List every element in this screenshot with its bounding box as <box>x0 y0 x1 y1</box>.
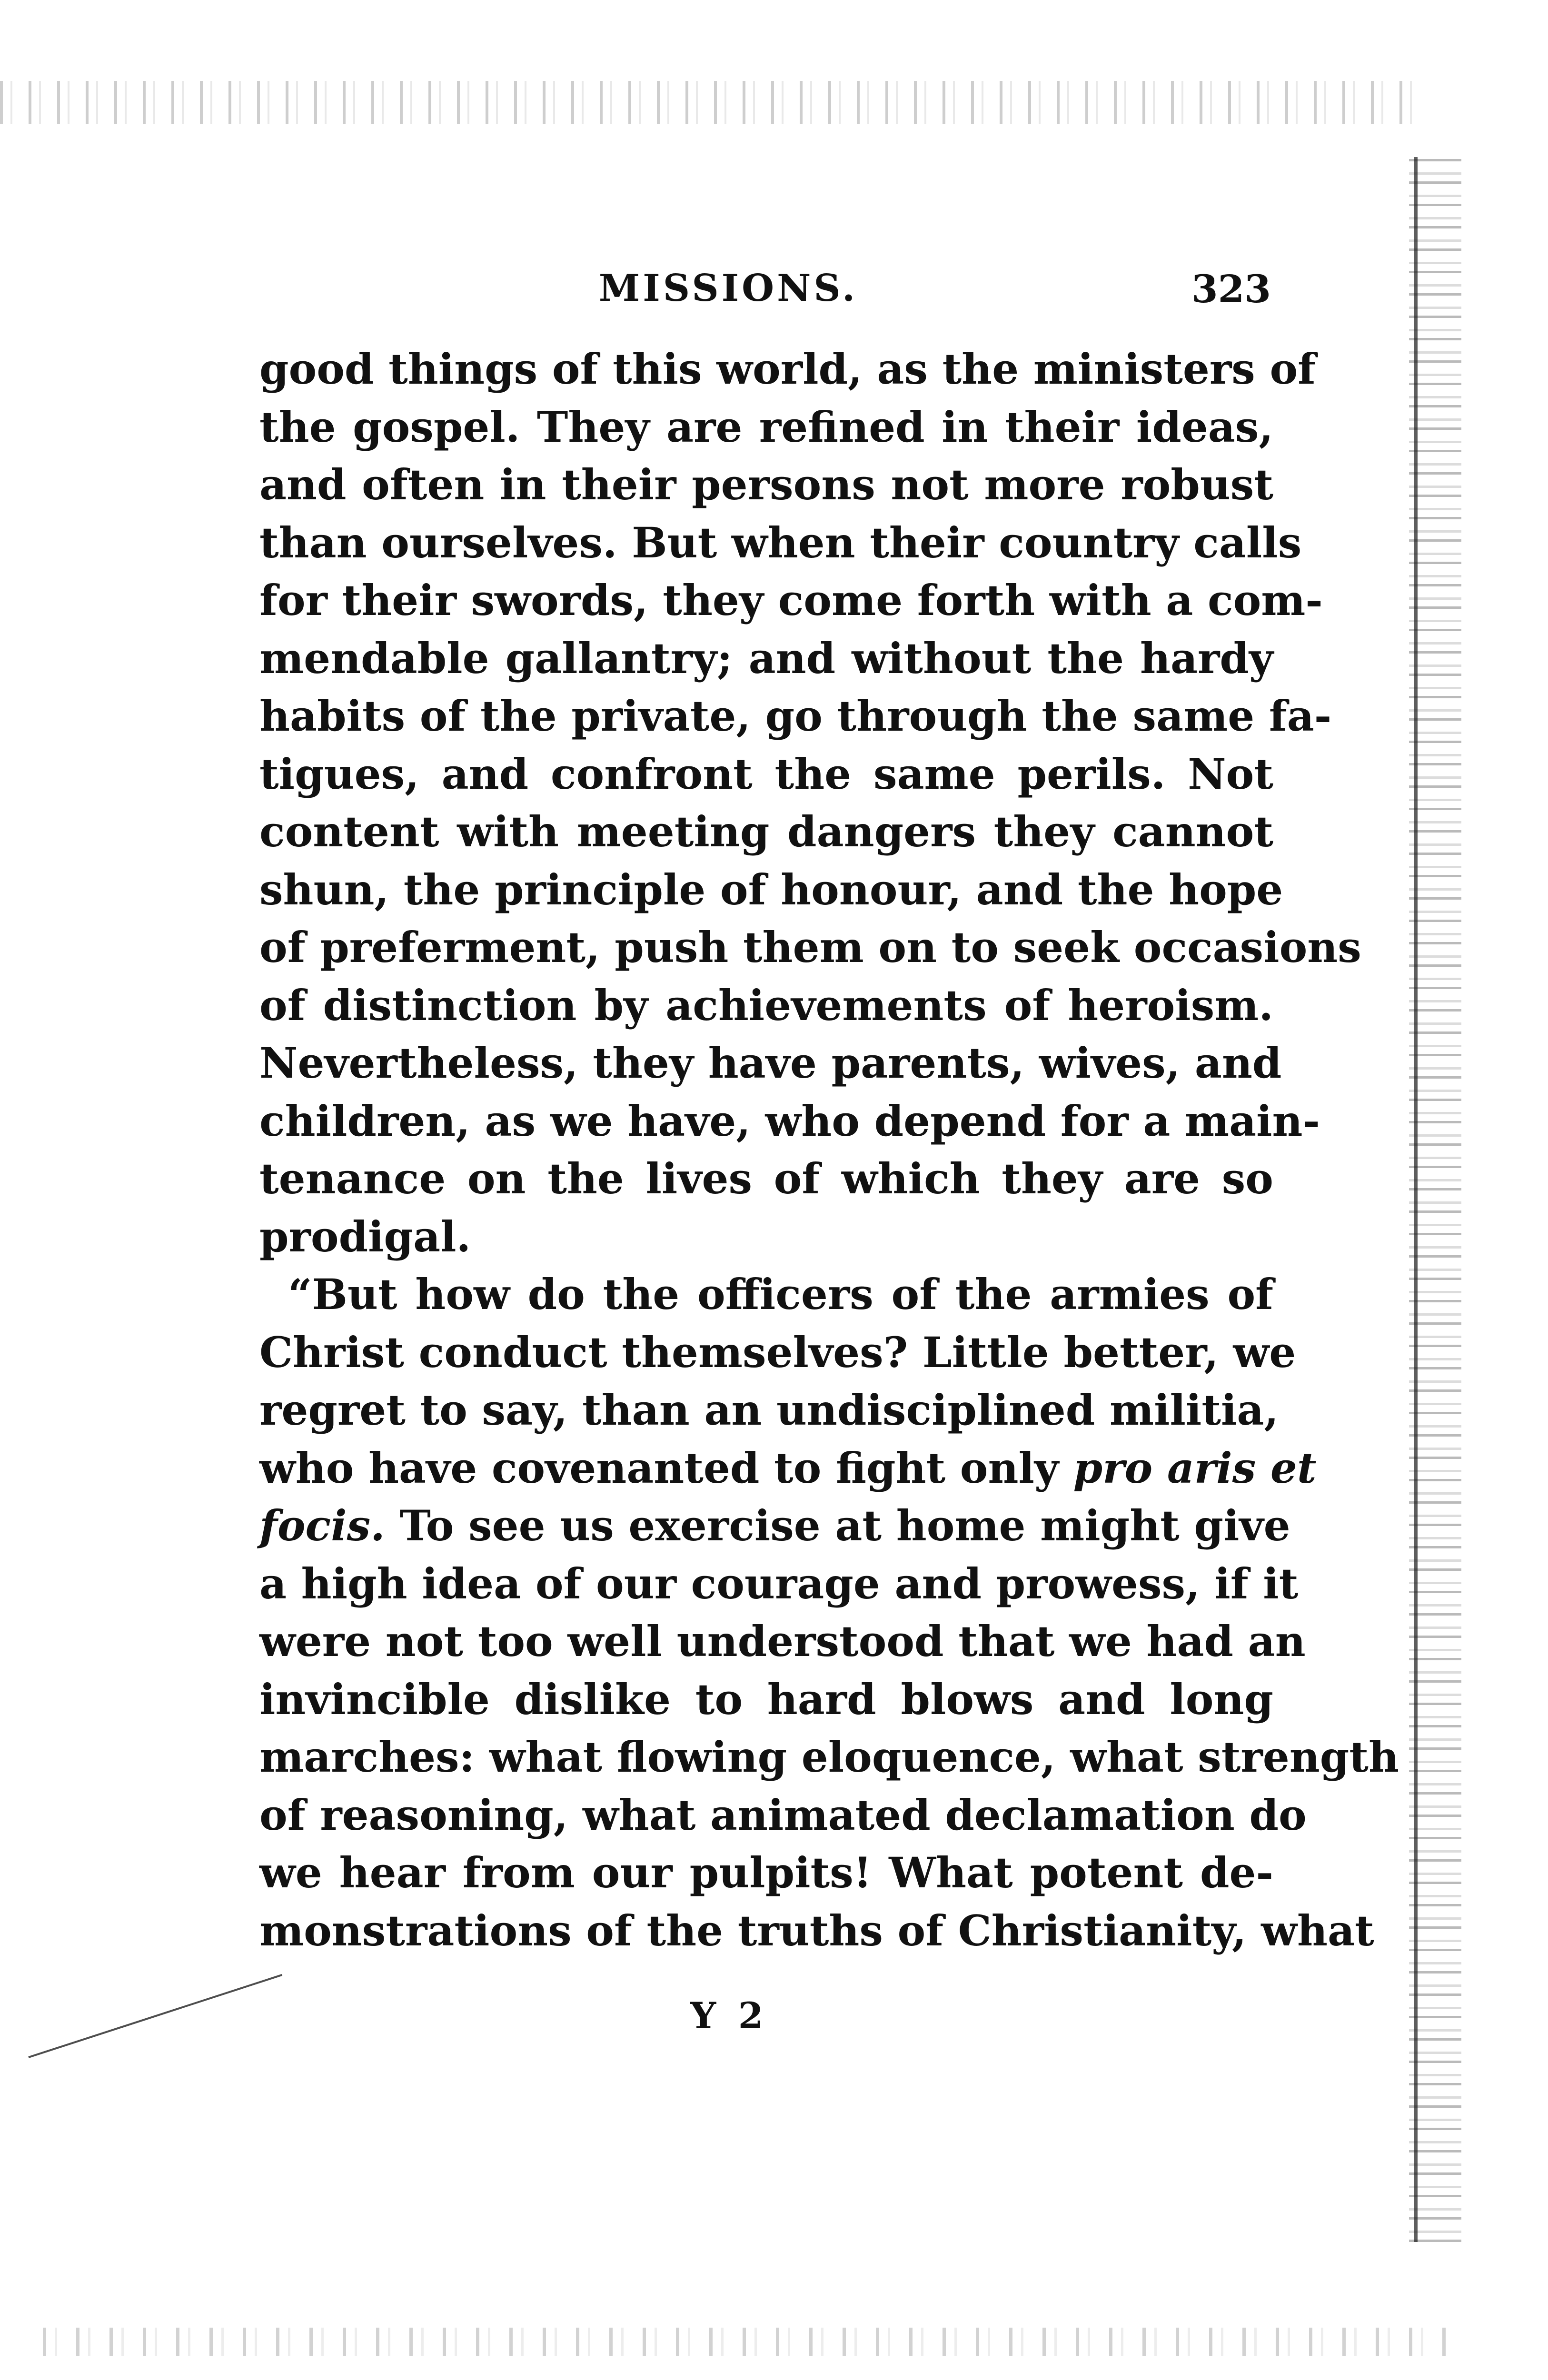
text-line: marches: what flowing eloquence, what strength <box>259 1732 1399 1782</box>
text-line: of distinction by achievements of heroism. <box>259 980 1273 1030</box>
text-line: Nevertheless, they have parents, wives, and <box>259 1038 1282 1088</box>
text-line: habits of the private, go through the same fa- <box>259 691 1332 741</box>
scan-edge-bottom <box>43 2328 1447 2356</box>
signature-mark: Y 2 <box>690 1994 768 2037</box>
text-line: Christ conduct themselves? Little better, we <box>259 1327 1296 1377</box>
text-line: of reasoning, what animated declamation do <box>259 1790 1307 1840</box>
text-line: the gospel. They are refined in their ideas, <box>259 402 1273 452</box>
text-line: monstrations of the truths of Christianity, what <box>259 1905 1374 1955</box>
text-line: a high idea of our courage and prowess, if it <box>259 1558 1299 1608</box>
text-line: were not too well understood that we had an <box>259 1616 1306 1666</box>
page-fold-line <box>1414 157 1418 2242</box>
text-line: mendable gallantry; and without the hardy <box>259 633 1273 683</box>
text-line: we hear from our pulpits! What potent de- <box>259 1848 1273 1897</box>
text-line: content with meeting dangers they cannot <box>259 807 1273 856</box>
text-line: good things of this world, as the ministers of <box>259 344 1316 394</box>
text-line: invincible dislike to hard blows and long <box>259 1674 1273 1724</box>
text-line: prodigal. <box>259 1211 471 1261</box>
text-line: of preferment, push them on to seek occasions <box>259 922 1361 972</box>
text-line: tigues, and confront the same perils. Not <box>259 749 1273 799</box>
latin-phrase: pro aris et <box>1073 1443 1317 1493</box>
body-text <box>259 340 1399 1960</box>
text-line-with-latin <box>259 1439 1317 1497</box>
text-line: than ourselves. But when their country calls <box>259 517 1302 567</box>
text-line: tenance on the lives of which they are so <box>259 1154 1273 1203</box>
text-line: “But how do the officers of the armies of <box>288 1269 1273 1319</box>
running-title: MISSIONS. <box>598 267 858 310</box>
text-line: children, as we have, who depend for a main- <box>259 1096 1320 1146</box>
text-span: who have covenanted to fight only <box>259 1443 1059 1493</box>
text-line: shun, the principle of honour, and the hope <box>259 864 1283 914</box>
scan-edge-top <box>0 81 1423 124</box>
text-span: To see us exercise at home might give <box>399 1501 1290 1550</box>
latin-phrase: focis. <box>259 1501 385 1550</box>
running-head <box>267 267 1271 324</box>
text-line: for their swords, they come forth with a com- <box>259 575 1323 625</box>
stray-mark <box>28 1974 282 2058</box>
text-line: and often in their persons not more robust <box>259 460 1273 509</box>
text-line-with-latin <box>259 1497 1290 1555</box>
page-number: 323 <box>1191 267 1271 311</box>
text-line: regret to say, than an undisciplined militia, <box>259 1385 1279 1435</box>
